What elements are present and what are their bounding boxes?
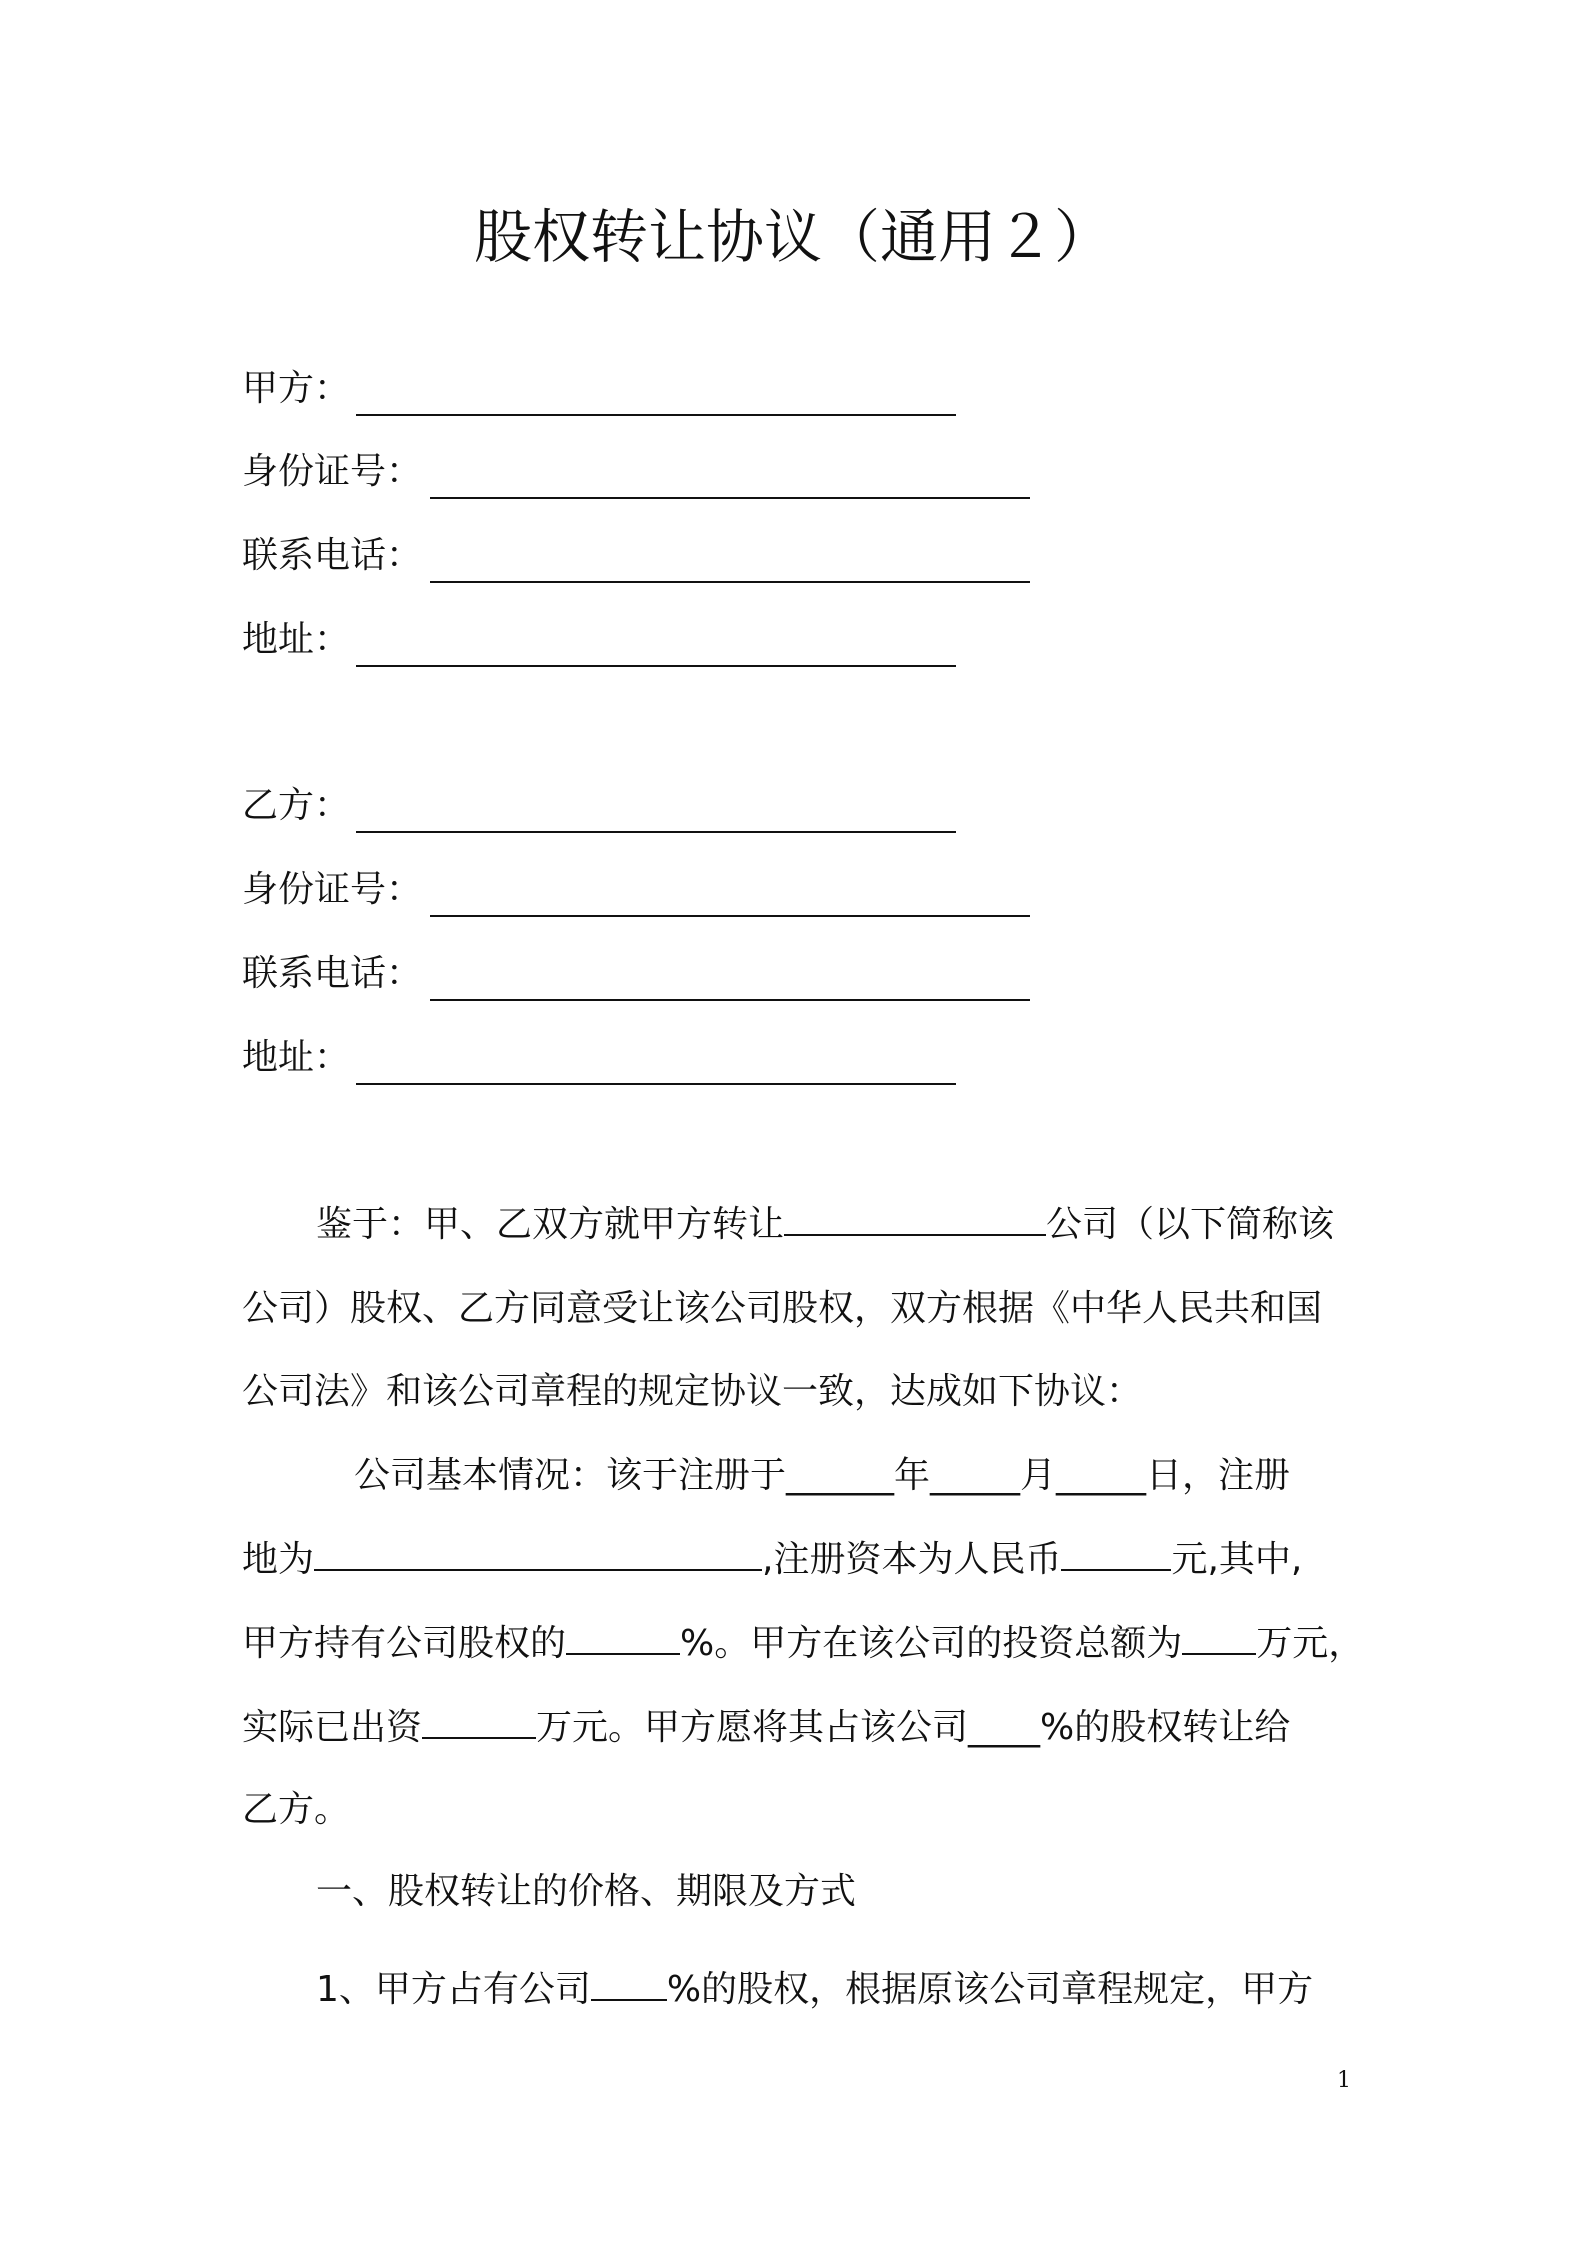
preamble-text-1a: 鉴于：甲、乙双方就甲方转让 bbox=[316, 1204, 785, 1245]
party-a-id-label: 身份证号： bbox=[242, 451, 423, 492]
registered-address-blank[interactable] bbox=[314, 1535, 762, 1571]
basic-text-4b: 万元。甲方愿将其占该公司____%的股权转让给 bbox=[536, 1707, 1291, 1748]
preamble-line-3: 公司法》和该公司章程的规定协议一致，达成如下协议： bbox=[242, 1371, 1143, 1412]
party-a-address-line[interactable] bbox=[356, 665, 956, 667]
party-b-address-label: 地址： bbox=[242, 1037, 351, 1078]
preamble-line-1 bbox=[316, 1200, 1334, 1249]
page-number: 1 bbox=[1337, 2068, 1351, 2093]
basic-text-2b: ,注册资本为人民币 bbox=[762, 1539, 1062, 1580]
basic-info-line-4 bbox=[242, 1703, 1290, 1752]
document-title: 股权转让协议（通用２） bbox=[473, 203, 1112, 271]
party-a-phone-line[interactable] bbox=[430, 581, 1030, 583]
party-a-address-label: 地址： bbox=[242, 619, 351, 660]
party-a-phone-label: 联系电话： bbox=[242, 535, 423, 576]
basic-text-3c: 万元， bbox=[1256, 1623, 1365, 1664]
party-b-phone-line[interactable] bbox=[430, 999, 1030, 1001]
registered-capital-blank[interactable] bbox=[1061, 1535, 1171, 1571]
party-b-id-label: 身份证号： bbox=[242, 869, 423, 910]
party-a-label: 甲方： bbox=[242, 368, 351, 409]
preamble-text-1b: 公司（以下简称该 bbox=[1046, 1204, 1335, 1245]
party-b-name-line[interactable] bbox=[356, 831, 956, 833]
basic-text-3b: %。甲方在该公司的投资总额为 bbox=[680, 1623, 1183, 1664]
section-1-heading: 一、股权转让的价格、期限及方式 bbox=[316, 1871, 857, 1912]
party-b-id-line[interactable] bbox=[430, 915, 1030, 917]
basic-text-2c: 元,其中, bbox=[1171, 1539, 1303, 1580]
basic-info-line-1: 公司基本情况：该于注册于______年_____月_____日，注册 bbox=[354, 1455, 1291, 1496]
basic-text-3a: 甲方持有公司股权的 bbox=[242, 1623, 567, 1664]
party-a-id-line[interactable] bbox=[430, 497, 1030, 499]
clause-1-line-1 bbox=[316, 1965, 1313, 2014]
clause-1-percent-blank[interactable] bbox=[591, 1965, 667, 2001]
preamble-line-2: 公司）股权、乙方同意受让该公司股权，双方根据《中华人民共和国 bbox=[242, 1288, 1323, 1329]
party-b-phone-label: 联系电话： bbox=[242, 953, 423, 994]
equity-percent-blank[interactable] bbox=[566, 1619, 680, 1655]
clause-1-text-a: 1、甲方占有公司 bbox=[316, 1969, 591, 2010]
company-name-blank[interactable] bbox=[784, 1200, 1046, 1236]
paid-capital-blank[interactable] bbox=[422, 1703, 536, 1739]
basic-text-2a: 地为 bbox=[242, 1539, 315, 1580]
basic-text-4a: 实际已出资 bbox=[242, 1707, 423, 1748]
party-b-label: 乙方： bbox=[242, 785, 351, 826]
basic-info-line-2 bbox=[242, 1535, 1302, 1584]
party-b-address-line[interactable] bbox=[356, 1083, 956, 1085]
party-a-name-line[interactable] bbox=[356, 414, 956, 416]
clause-1-text-b: %的股权，根据原该公司章程规定，甲方 bbox=[666, 1969, 1314, 2010]
basic-info-line-5: 乙方。 bbox=[242, 1789, 351, 1830]
basic-info-line-3 bbox=[242, 1619, 1364, 1668]
investment-total-blank[interactable] bbox=[1182, 1619, 1256, 1655]
